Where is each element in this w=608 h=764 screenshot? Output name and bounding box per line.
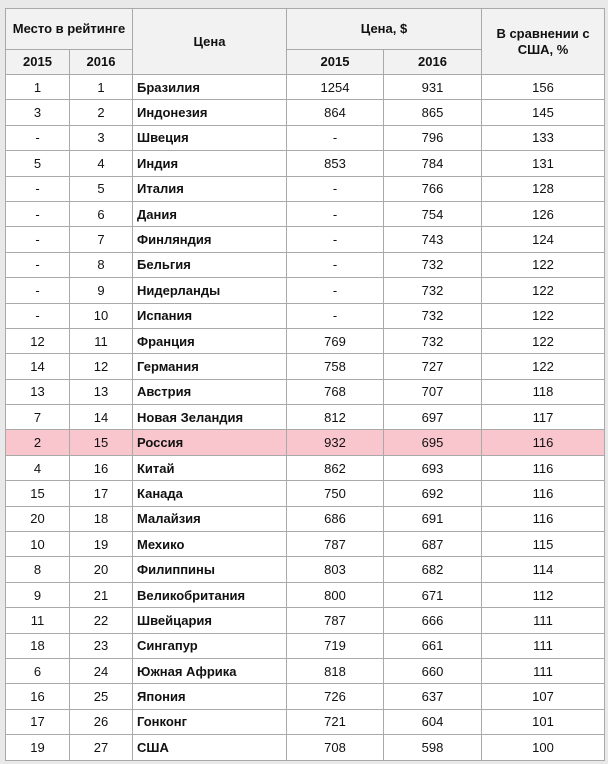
price-2016-cell: 707	[384, 379, 482, 404]
rank-2015-cell: 8	[6, 557, 70, 582]
rank-2016-cell: 7	[70, 227, 133, 252]
price-2015-cell: 708	[287, 735, 384, 760]
rank-2015-cell: -	[6, 278, 70, 303]
price-2016-cell: 598	[384, 735, 482, 760]
rank-2016-cell: 6	[70, 201, 133, 226]
header-rank-2015: 2015	[6, 50, 70, 75]
table-row	[6, 252, 605, 277]
price-2016-cell: 682	[384, 557, 482, 582]
vs-usa-cell: 128	[482, 176, 605, 201]
table-row	[6, 151, 605, 176]
country-cell: Германия	[133, 354, 287, 379]
rank-2015-cell: 14	[6, 354, 70, 379]
country-cell: Индия	[133, 151, 287, 176]
table-row	[6, 658, 605, 683]
price-2016-cell: 732	[384, 328, 482, 353]
header-country: Цена	[133, 9, 287, 75]
table-row	[6, 405, 605, 430]
rank-2016-cell: 26	[70, 709, 133, 734]
vs-usa-cell: 122	[482, 303, 605, 328]
vs-usa-cell: 101	[482, 709, 605, 734]
price-2016-cell: 660	[384, 658, 482, 683]
rank-2015-cell: 13	[6, 379, 70, 404]
country-cell: Новая Зеландия	[133, 405, 287, 430]
vs-usa-cell: 107	[482, 684, 605, 709]
rank-2016-cell: 15	[70, 430, 133, 455]
price-2015-cell: -	[287, 201, 384, 226]
price-2016-cell: 687	[384, 532, 482, 557]
vs-usa-cell: 126	[482, 201, 605, 226]
price-table-sheet	[5, 8, 604, 761]
price-2015-cell: 721	[287, 709, 384, 734]
rank-2016-cell: 9	[70, 278, 133, 303]
rank-2015-cell: 2	[6, 430, 70, 455]
price-2015-cell: 787	[287, 532, 384, 557]
vs-usa-cell: 111	[482, 658, 605, 683]
price-2016-cell: 732	[384, 278, 482, 303]
price-2015-cell: 719	[287, 633, 384, 658]
rank-2016-cell: 3	[70, 125, 133, 150]
price-2015-cell: -	[287, 303, 384, 328]
table-row	[6, 684, 605, 709]
table-row	[6, 532, 605, 557]
rank-2016-cell: 2	[70, 100, 133, 125]
rank-2016-cell: 20	[70, 557, 133, 582]
table-row	[6, 481, 605, 506]
vs-usa-cell: 145	[482, 100, 605, 125]
table-row	[6, 455, 605, 480]
table-row	[6, 709, 605, 734]
country-cell: Испания	[133, 303, 287, 328]
country-cell: Финляндия	[133, 227, 287, 252]
price-2015-cell: 812	[287, 405, 384, 430]
price-2016-cell: 754	[384, 201, 482, 226]
vs-usa-cell: 131	[482, 151, 605, 176]
price-2015-cell: 686	[287, 506, 384, 531]
rank-2016-cell: 8	[70, 252, 133, 277]
vs-usa-cell: 111	[482, 633, 605, 658]
price-2016-cell: 671	[384, 582, 482, 607]
rank-2016-cell: 13	[70, 379, 133, 404]
table-row	[6, 354, 605, 379]
country-cell: Великобритания	[133, 582, 287, 607]
country-cell: Индонезия	[133, 100, 287, 125]
country-cell: Дания	[133, 201, 287, 226]
vs-usa-cell: 100	[482, 735, 605, 760]
price-2015-cell: 1254	[287, 75, 384, 100]
table-row	[6, 506, 605, 531]
price-2016-cell: 865	[384, 100, 482, 125]
rank-2016-cell: 5	[70, 176, 133, 201]
country-cell: США	[133, 735, 287, 760]
rank-2015-cell: 3	[6, 100, 70, 125]
price-2015-cell: 726	[287, 684, 384, 709]
price-2015-cell: 787	[287, 608, 384, 633]
price-2015-cell: -	[287, 176, 384, 201]
price-2015-cell: -	[287, 252, 384, 277]
header-rank-group: Место в рейтинге	[6, 9, 133, 50]
vs-usa-cell: 111	[482, 608, 605, 633]
rank-2015-cell: 16	[6, 684, 70, 709]
country-cell: Бразилия	[133, 75, 287, 100]
country-cell: Южная Африка	[133, 658, 287, 683]
rank-2016-cell: 12	[70, 354, 133, 379]
rank-2015-cell: 11	[6, 608, 70, 633]
vs-usa-cell: 122	[482, 354, 605, 379]
vs-usa-cell: 122	[482, 278, 605, 303]
vs-usa-cell: 116	[482, 455, 605, 480]
price-2016-cell: 727	[384, 354, 482, 379]
rank-2015-cell: -	[6, 201, 70, 226]
table-row	[6, 430, 605, 455]
rank-2015-cell: 1	[6, 75, 70, 100]
rank-2016-cell: 11	[70, 328, 133, 353]
country-cell: Италия	[133, 176, 287, 201]
vs-usa-cell: 124	[482, 227, 605, 252]
country-cell: Швейцария	[133, 608, 287, 633]
rank-2016-cell: 4	[70, 151, 133, 176]
table-body	[6, 75, 605, 761]
rank-2016-cell: 18	[70, 506, 133, 531]
vs-usa-cell: 116	[482, 506, 605, 531]
country-cell: Нидерланды	[133, 278, 287, 303]
table-row	[6, 75, 605, 100]
table-row	[6, 735, 605, 760]
rank-2016-cell: 16	[70, 455, 133, 480]
vs-usa-cell: 118	[482, 379, 605, 404]
price-2016-cell: 661	[384, 633, 482, 658]
vs-usa-cell: 122	[482, 328, 605, 353]
price-2016-cell: 743	[384, 227, 482, 252]
rank-2015-cell: -	[6, 125, 70, 150]
country-cell: Австрия	[133, 379, 287, 404]
rank-2016-cell: 25	[70, 684, 133, 709]
rank-2015-cell: 9	[6, 582, 70, 607]
price-2016-cell: 691	[384, 506, 482, 531]
table-row	[6, 608, 605, 633]
rank-2016-cell: 27	[70, 735, 133, 760]
vs-usa-cell: 116	[482, 481, 605, 506]
price-2015-cell: -	[287, 278, 384, 303]
price-2016-cell: 784	[384, 151, 482, 176]
header-rank-2016: 2016	[70, 50, 133, 75]
rank-2015-cell: 12	[6, 328, 70, 353]
price-2015-cell: 864	[287, 100, 384, 125]
vs-usa-cell: 116	[482, 430, 605, 455]
price-2015-cell: 758	[287, 354, 384, 379]
rank-2015-cell: 7	[6, 405, 70, 430]
table-row	[6, 125, 605, 150]
rank-2015-cell: 15	[6, 481, 70, 506]
table-row	[6, 176, 605, 201]
price-2016-cell: 796	[384, 125, 482, 150]
price-2015-cell: 768	[287, 379, 384, 404]
rank-2015-cell: 18	[6, 633, 70, 658]
rank-2015-cell: -	[6, 176, 70, 201]
country-cell: Швеция	[133, 125, 287, 150]
price-2016-cell: 697	[384, 405, 482, 430]
price-2015-cell: 818	[287, 658, 384, 683]
rank-2015-cell: 6	[6, 658, 70, 683]
header-price-2016: 2016	[384, 50, 482, 75]
rank-2016-cell: 14	[70, 405, 133, 430]
header-price-2015: 2015	[287, 50, 384, 75]
price-2016-cell: 692	[384, 481, 482, 506]
vs-usa-cell: 133	[482, 125, 605, 150]
rank-2015-cell: 10	[6, 532, 70, 557]
price-2015-cell: 853	[287, 151, 384, 176]
price-2015-cell: 800	[287, 582, 384, 607]
price-2016-cell: 695	[384, 430, 482, 455]
price-2016-cell: 732	[384, 303, 482, 328]
price-2015-cell: -	[287, 125, 384, 150]
country-cell: Малайзия	[133, 506, 287, 531]
vs-usa-cell: 117	[482, 405, 605, 430]
table-row	[6, 303, 605, 328]
country-cell: Франция	[133, 328, 287, 353]
rank-2015-cell: 5	[6, 151, 70, 176]
vs-usa-cell: 156	[482, 75, 605, 100]
table-row	[6, 201, 605, 226]
price-2015-cell: 932	[287, 430, 384, 455]
table-row	[6, 328, 605, 353]
table-row	[6, 582, 605, 607]
price-2016-cell: 766	[384, 176, 482, 201]
price-2015-cell: 750	[287, 481, 384, 506]
price-2016-cell: 604	[384, 709, 482, 734]
header-price-group: Цена, $	[287, 9, 482, 50]
price-2016-cell: 693	[384, 455, 482, 480]
vs-usa-cell: 115	[482, 532, 605, 557]
rank-2015-cell: -	[6, 227, 70, 252]
price-2015-cell: 769	[287, 328, 384, 353]
rank-2015-cell: -	[6, 252, 70, 277]
country-cell: Россия	[133, 430, 287, 455]
vs-usa-cell: 114	[482, 557, 605, 582]
country-cell: Гонконг	[133, 709, 287, 734]
price-2015-cell: 803	[287, 557, 384, 582]
country-cell: Япония	[133, 684, 287, 709]
table-row	[6, 379, 605, 404]
price-2015-cell: -	[287, 227, 384, 252]
country-cell: Канада	[133, 481, 287, 506]
price-ranking-table	[5, 8, 605, 761]
price-2015-cell: 862	[287, 455, 384, 480]
rank-2016-cell: 24	[70, 658, 133, 683]
table-row	[6, 100, 605, 125]
table-row	[6, 278, 605, 303]
rank-2016-cell: 1	[70, 75, 133, 100]
rank-2015-cell: -	[6, 303, 70, 328]
rank-2016-cell: 23	[70, 633, 133, 658]
table-row	[6, 227, 605, 252]
country-cell: Мехико	[133, 532, 287, 557]
country-cell: Сингапур	[133, 633, 287, 658]
rank-2015-cell: 20	[6, 506, 70, 531]
rank-2016-cell: 19	[70, 532, 133, 557]
country-cell: Китай	[133, 455, 287, 480]
table-row	[6, 633, 605, 658]
price-2016-cell: 637	[384, 684, 482, 709]
country-cell: Бельгия	[133, 252, 287, 277]
price-2016-cell: 931	[384, 75, 482, 100]
rank-2015-cell: 17	[6, 709, 70, 734]
table-row	[6, 557, 605, 582]
price-2016-cell: 732	[384, 252, 482, 277]
rank-2015-cell: 19	[6, 735, 70, 760]
vs-usa-cell: 122	[482, 252, 605, 277]
header-vs-usa: В сравнении с США, %	[482, 9, 605, 75]
rank-2016-cell: 10	[70, 303, 133, 328]
rank-2016-cell: 21	[70, 582, 133, 607]
rank-2015-cell: 4	[6, 455, 70, 480]
country-cell: Филиппины	[133, 557, 287, 582]
vs-usa-cell: 112	[482, 582, 605, 607]
price-2016-cell: 666	[384, 608, 482, 633]
rank-2016-cell: 17	[70, 481, 133, 506]
rank-2016-cell: 22	[70, 608, 133, 633]
